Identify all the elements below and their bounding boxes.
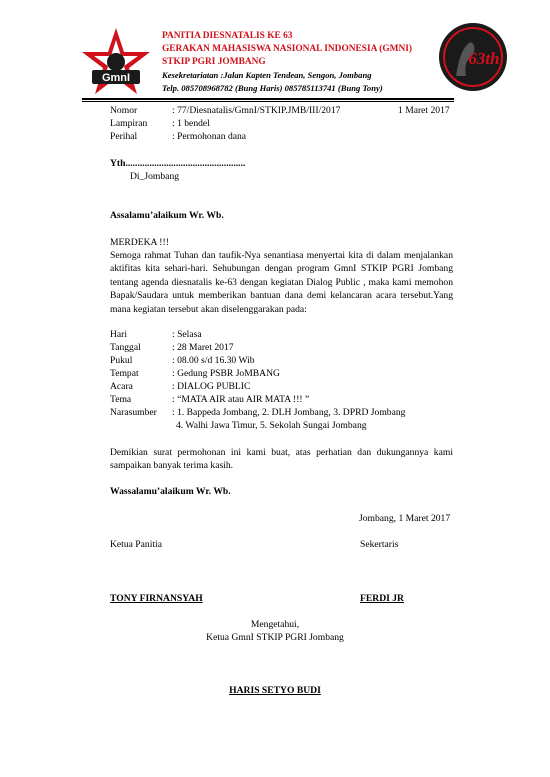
org-line-3: STKIP PGRI JOMBANG <box>162 57 266 67</box>
org-phone: Telp. 085708968782 (Bung Haris) 085785113741 (Bung Tony) <box>162 83 383 93</box>
recipient-yth: Yth.................................................. <box>110 158 246 169</box>
recipient-di: Di_Jombang <box>130 171 180 182</box>
event-value: : 1. Bappeda Jombang, 2. DLH Jombang, 3. DPRD Jombang <box>172 407 406 418</box>
header-rule-thin <box>82 101 454 102</box>
event-value: : 28 Maret 2017 <box>172 342 234 353</box>
logo-right-text: 63th <box>468 49 500 68</box>
ketua-umum-title: Ketua GmnI STKIP PGRI Jombang <box>206 632 344 643</box>
header-rule-thick <box>82 98 454 100</box>
ketua-umum-name: HARIS SETYO BUDI <box>229 685 321 696</box>
anniversary-logo-icon <box>438 20 508 94</box>
event-label: Hari <box>110 329 128 340</box>
letterhead <box>162 30 412 95</box>
lampiran-value: : 1 bendel <box>172 118 210 129</box>
org-line-1: PANITIA DIESNATALIS KE 63 <box>162 31 293 41</box>
event-label: Narasumber <box>110 407 157 418</box>
logo-left-text: GmnI <box>101 72 131 84</box>
closing-salam: Wassalamu’alaikum Wr. Wb. <box>110 486 231 497</box>
event-value: : Selasa <box>172 329 202 340</box>
sekretaris-name: FERDI JR <box>360 593 404 604</box>
place-date: Jombang, 1 Maret 2017 <box>359 513 451 524</box>
event-value: : 08.00 s/d 16.30 Wib <box>172 355 255 366</box>
event-label: Tempat <box>110 368 139 379</box>
event-label: Tanggal <box>110 342 141 353</box>
perihal-value: : Permohonan dana <box>172 131 247 142</box>
narasumber-continued: 4. Walhi Jawa Timur, 5. Sekolah Sungai Jombang <box>176 420 367 431</box>
event-value: : Gedung PSBR JoMBANG <box>172 368 280 379</box>
closing-paragraph: Demikian surat permohonan ini kami buat, atas perhatian dan dukungannya kami sampaikan banyak terima kasih. <box>110 447 453 472</box>
event-label: Acara <box>110 381 133 392</box>
merdeka-text: MERDEKA !!! <box>110 237 169 248</box>
nomor-label: Nomor <box>110 105 138 116</box>
letter-date: 1 Maret 2017 <box>398 105 450 116</box>
event-value: : DIALOG PUBLIC <box>172 381 251 392</box>
perihal-label: Perihal <box>110 131 138 142</box>
lampiran-label: Lampiran <box>110 118 148 129</box>
gmni-logo-icon <box>80 26 152 98</box>
nomor-value: : 77/Diesnatalis/GmnI/STKIP.JMB/III/2017 <box>172 105 341 116</box>
body-paragraph: Semoga rahmat Tuhan dan taufik-Nya senantiasa menyertai kita di dalam menjalankan aktifitas kita sehari-hari. Sehubungan dengan program GmnI STKIP PGRI Jombang tentang agenda diesnatalis ke-63 dengan kegiatan Dialog Public , maka kami memohon Bapak/Saudara untuk memberikan bantuan dana demi kelancaran acara tersebut.Yang mana kegiatan tersebut akan diselenggarakan pada: <box>110 250 453 315</box>
sekretaris-title: Sekertaris <box>360 539 399 550</box>
org-line-2: GERAKAN MAHASISWA NASIONAL INDONESIA (GMNI) <box>162 44 413 54</box>
event-label: Tema <box>110 394 132 405</box>
greeting: Assalamu’alaikum Wr. Wb. <box>110 210 224 221</box>
event-value: : “MATA AIR atau AIR MATA !!! ” <box>172 394 310 405</box>
ketua-panitia-name: TONY FIRNANSYAH <box>110 593 203 604</box>
org-address: Kesekretariatan :Jalan Kapten Tendean, Sengon, Jombang <box>162 70 372 80</box>
event-label: Pukul <box>110 355 133 366</box>
ketua-panitia-title: Ketua Panitia <box>110 539 162 550</box>
mengetahui-text: Mengetahui, <box>250 619 300 630</box>
